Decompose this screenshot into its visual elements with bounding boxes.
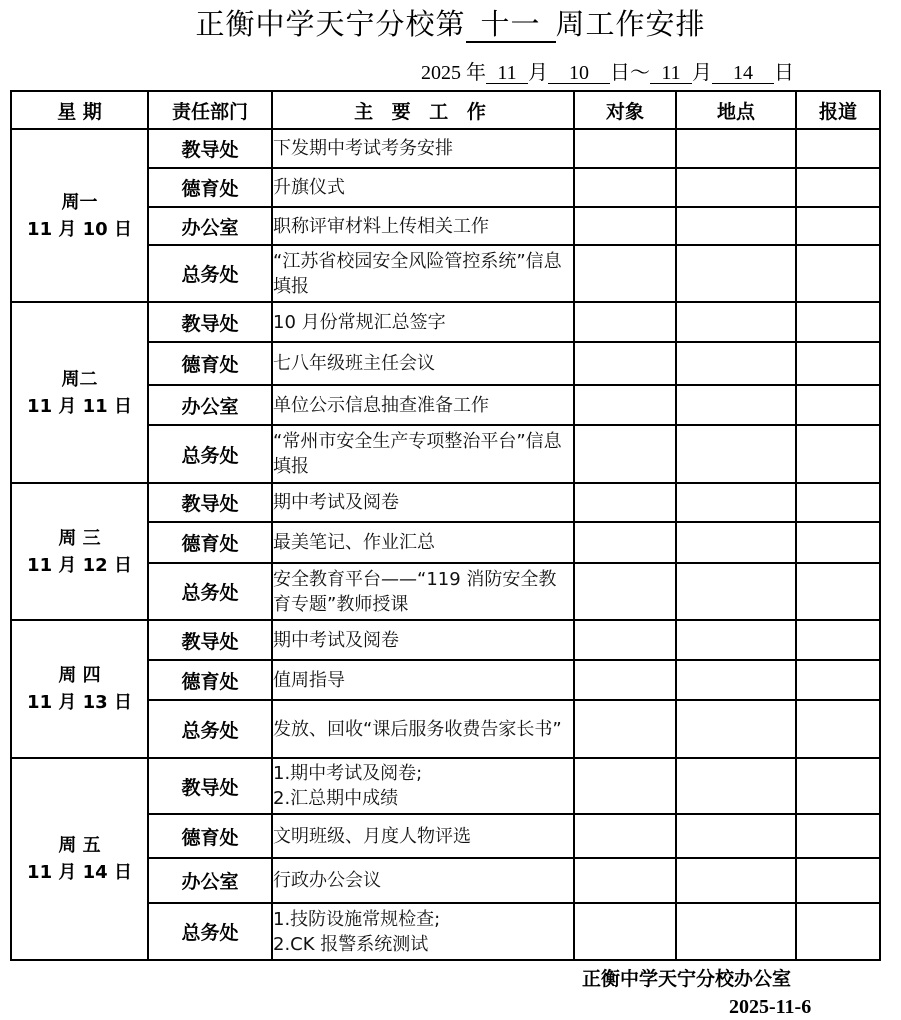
header-report: 报道 bbox=[796, 91, 880, 129]
weekday-cell bbox=[11, 302, 148, 483]
dept-cell: 教导处 bbox=[148, 620, 272, 660]
report-cell bbox=[796, 207, 880, 245]
report-cell bbox=[796, 700, 880, 758]
dept-cell: 教导处 bbox=[148, 483, 272, 522]
report-cell bbox=[796, 563, 880, 620]
work-cell: 职称评审材料上传相关工作 bbox=[272, 207, 574, 245]
dept-cell: 办公室 bbox=[148, 385, 272, 425]
location-cell bbox=[676, 207, 796, 245]
target-cell bbox=[574, 168, 676, 207]
work-cell: 10 月份常规汇总签字 bbox=[272, 302, 574, 342]
location-cell bbox=[676, 168, 796, 207]
dept-cell: 总务处 bbox=[148, 700, 272, 758]
work-cell: 安全教育平台——“119 消防安全教育专题”教师授课 bbox=[272, 563, 574, 620]
work-cell: 发放、回收“课后服务收费告家长书” bbox=[272, 700, 574, 758]
dept-cell: 德育处 bbox=[148, 660, 272, 700]
dept-cell: 教导处 bbox=[148, 758, 272, 814]
target-cell bbox=[574, 522, 676, 563]
end-month: 11 bbox=[650, 63, 692, 84]
date-label: 11 月 13 日 bbox=[27, 692, 132, 713]
weekday-cell bbox=[11, 483, 148, 620]
weekday-label: 周 三 bbox=[58, 527, 101, 549]
day-label: 日～ bbox=[610, 62, 650, 84]
work-line: 1.技防设施常规检查; bbox=[273, 908, 441, 930]
work-line: 1.期中考试及阅卷; bbox=[273, 763, 423, 784]
header-row bbox=[11, 91, 880, 129]
target-cell bbox=[574, 814, 676, 858]
location-cell bbox=[676, 245, 796, 302]
date-label: 11 月 14 日 bbox=[27, 862, 132, 883]
schedule-table bbox=[10, 90, 881, 961]
report-cell bbox=[796, 758, 880, 814]
target-cell bbox=[574, 700, 676, 758]
work-cell: 下发期中考试考务安排 bbox=[272, 129, 574, 168]
work-cell bbox=[272, 758, 574, 814]
location-cell bbox=[676, 129, 796, 168]
work-cell: 值周指导 bbox=[272, 660, 574, 700]
target-cell bbox=[574, 660, 676, 700]
weekday-cell bbox=[11, 758, 148, 960]
report-cell bbox=[796, 129, 880, 168]
table-row bbox=[11, 483, 880, 522]
header-target: 对象 bbox=[574, 91, 676, 129]
dept-cell: 办公室 bbox=[148, 207, 272, 245]
date-label: 11 月 11 日 bbox=[27, 395, 132, 417]
table-row bbox=[11, 302, 880, 342]
week-number: 十一 bbox=[466, 7, 556, 43]
table-row bbox=[11, 620, 880, 660]
dept-cell: 德育处 bbox=[148, 168, 272, 207]
weekday-label: 周一 bbox=[61, 191, 98, 213]
target-cell bbox=[574, 563, 676, 620]
dept-cell: 总务处 bbox=[148, 425, 272, 483]
table-row bbox=[11, 758, 880, 814]
start-month: 11 bbox=[486, 63, 528, 84]
report-cell bbox=[796, 660, 880, 700]
work-cell bbox=[272, 903, 574, 960]
report-cell bbox=[796, 858, 880, 903]
dept-cell: 总务处 bbox=[148, 903, 272, 960]
end-day: 14 bbox=[712, 63, 774, 84]
location-cell bbox=[676, 385, 796, 425]
report-cell bbox=[796, 245, 880, 302]
header-dept: 责任部门 bbox=[148, 91, 272, 129]
work-cell: 期中考试及阅卷 bbox=[272, 483, 574, 522]
report-cell bbox=[796, 425, 880, 483]
title-suffix: 周工作安排 bbox=[555, 7, 706, 41]
location-cell bbox=[676, 700, 796, 758]
weekday-label: 周 四 bbox=[58, 665, 101, 686]
target-cell bbox=[574, 129, 676, 168]
weekday-cell bbox=[11, 129, 148, 302]
location-cell bbox=[676, 858, 796, 903]
work-cell: 升旗仪式 bbox=[272, 168, 574, 207]
target-cell bbox=[574, 207, 676, 245]
work-cell: “常州市安全生产专项整治平台”信息填报 bbox=[272, 425, 574, 483]
date-range bbox=[421, 60, 794, 86]
report-cell bbox=[796, 385, 880, 425]
report-cell bbox=[796, 522, 880, 563]
dept-cell: 总务处 bbox=[148, 245, 272, 302]
report-cell bbox=[796, 168, 880, 207]
title-prefix: 正衡中学天宁分校第 bbox=[195, 7, 466, 41]
target-cell bbox=[574, 620, 676, 660]
target-cell bbox=[574, 245, 676, 302]
target-cell bbox=[574, 385, 676, 425]
dept-cell: 德育处 bbox=[148, 814, 272, 858]
weekday-label: 周 五 bbox=[58, 835, 101, 856]
location-cell bbox=[676, 522, 796, 563]
location-cell bbox=[676, 302, 796, 342]
location-cell bbox=[676, 903, 796, 960]
target-cell bbox=[574, 302, 676, 342]
dept-cell: 德育处 bbox=[148, 342, 272, 385]
work-cell: 文明班级、月度人物评选 bbox=[272, 814, 574, 858]
work-line: 2.汇总期中成绩 bbox=[273, 788, 399, 809]
report-cell bbox=[796, 620, 880, 660]
location-cell bbox=[676, 620, 796, 660]
location-cell bbox=[676, 814, 796, 858]
dept-cell: 德育处 bbox=[148, 522, 272, 563]
work-cell: 行政办公会议 bbox=[272, 858, 574, 903]
location-cell bbox=[676, 342, 796, 385]
dept-cell: 教导处 bbox=[148, 129, 272, 168]
report-cell bbox=[796, 302, 880, 342]
location-cell bbox=[676, 758, 796, 814]
footer-date: 2025-11-6 bbox=[729, 996, 812, 1018]
work-cell: 期中考试及阅卷 bbox=[272, 620, 574, 660]
end-month-label: 月 bbox=[692, 62, 712, 84]
location-cell bbox=[676, 425, 796, 483]
table-row bbox=[11, 129, 880, 168]
target-cell bbox=[574, 342, 676, 385]
report-cell bbox=[796, 814, 880, 858]
work-line: 2.CK 报警系统测试 bbox=[273, 933, 429, 955]
target-cell bbox=[574, 425, 676, 483]
year: 2025 bbox=[421, 62, 461, 84]
header-work: 主 要 工 作 bbox=[272, 91, 574, 129]
report-cell bbox=[796, 903, 880, 960]
header-weekday: 星 期 bbox=[11, 91, 148, 129]
weekday-label: 周二 bbox=[61, 368, 98, 390]
report-cell bbox=[796, 342, 880, 385]
dept-cell: 教导处 bbox=[148, 302, 272, 342]
target-cell bbox=[574, 483, 676, 522]
header-location: 地点 bbox=[676, 91, 796, 129]
year-label: 年 bbox=[466, 62, 486, 84]
report-cell bbox=[796, 483, 880, 522]
location-cell bbox=[676, 563, 796, 620]
date-label: 11 月 10 日 bbox=[27, 218, 132, 240]
work-cell: 最美笔记、作业汇总 bbox=[272, 522, 574, 563]
document-title bbox=[0, 4, 901, 44]
footer-org: 正衡中学天宁分校办公室 bbox=[582, 968, 792, 990]
start-day: 10 bbox=[548, 63, 610, 84]
target-cell bbox=[574, 903, 676, 960]
work-cell: 七八年级班主任会议 bbox=[272, 342, 574, 385]
date-label: 11 月 12 日 bbox=[27, 554, 132, 576]
weekday-cell bbox=[11, 620, 148, 758]
location-cell bbox=[676, 660, 796, 700]
dept-cell: 办公室 bbox=[148, 858, 272, 903]
dept-cell: 总务处 bbox=[148, 563, 272, 620]
work-cell: “江苏省校园安全风险管控系统”信息填报 bbox=[272, 245, 574, 302]
target-cell bbox=[574, 758, 676, 814]
location-cell bbox=[676, 483, 796, 522]
month-label: 月 bbox=[528, 62, 548, 84]
end-day-label: 日 bbox=[774, 62, 794, 84]
work-cell: 单位公示信息抽查准备工作 bbox=[272, 385, 574, 425]
target-cell bbox=[574, 858, 676, 903]
